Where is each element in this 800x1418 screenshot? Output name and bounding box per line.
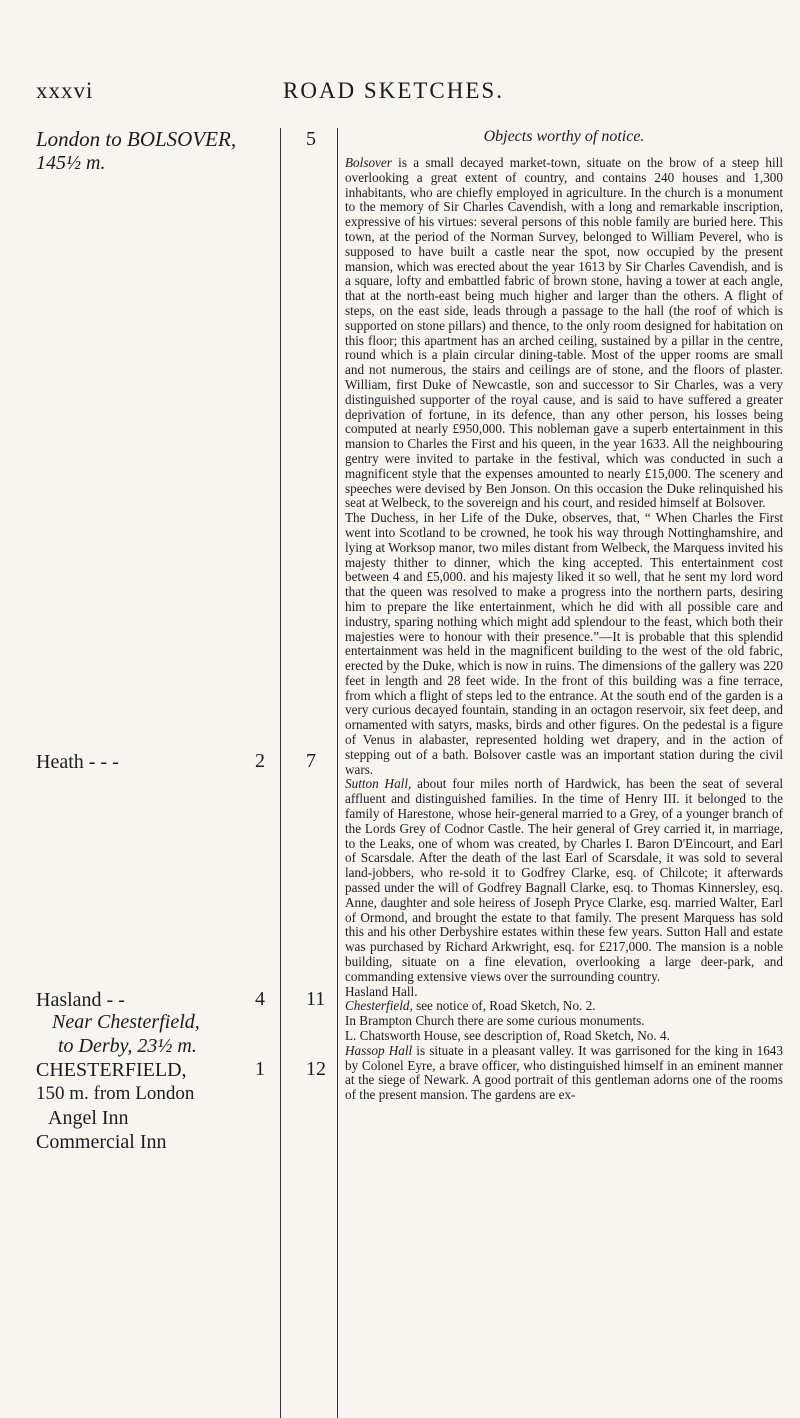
near-line2: to Derby, 23½ m.: [58, 1035, 197, 1057]
paragraph-chesterfield: [345, 999, 783, 1014]
route-place-hasland: Hasland - -: [36, 989, 125, 1011]
route-title-line1: London to BOLSOVER,: [36, 127, 237, 151]
column-rule-left: [280, 128, 281, 1418]
running-title: ROAD SKETCHES.: [283, 78, 504, 103]
page-header: [0, 78, 800, 108]
heath-total: 7: [306, 750, 316, 772]
paragraph-duchess: The Duchess, in her Life of the Duke, observes, that, “ When Charles the First went into Scotland to be crowned, he took his way through Nottinghamshire, and lying at Worksop manor, two miles distant from Welbeck, the Marquess invited his majesty thither to dinner, which the king accepted. This entertainment cost between 4 and £5,000. and his majesty liked it so well, that he sent my lord word that the queen was resolved to make a progress into the northern parts, desiring him to prepare the like entertainment, which he did with all possible care and industry, sparing nothing which might add splendour to the feast, which both their majesties were to honour with their presence.”—It is probable that this splendid entertainment was held in the magnificent building to the west of the old fabric, erected by the Duke, which is now in ruins. The dimensions of the gallery was 220 feet in length and 28 feet wide. In the front of this building was a fine terrace, from which a flight of steps led to the entrance. At the south end of the garden is a very curious decayed fountain, standing in an octagon reservoir, six feet deep, and ornamented with satyrs, masks, birds and other figures. On the pedestal is a figure of Venus in alabaster, represented holding wet drapery, and in the action of stepping out of a bath. Bolsover castle was an important station during the civil wars.: [345, 510, 783, 777]
heath-distance: 2: [255, 750, 265, 772]
page-number: xxxvi: [36, 78, 94, 103]
hasland-total: 11: [306, 988, 326, 1010]
route-first-number: 5: [306, 128, 316, 150]
route-place-chesterfield: CHESTERFIELD,: [36, 1059, 187, 1081]
from-london: 150 m. from London: [36, 1083, 195, 1104]
sutton-text: about four miles north of Hardwick, has been the seat of several affluent and distinguished families. In the time of Henry III. it belonged to the family of Harestone, whose heir-general married to a Grey, of a younger branch of the Lords Grey of Codnor Castle. The heir general of Grey carried it, in marriage, to the Leaks, one of whom was created, by Charles I. Baron D'Eincourt, and Earl of Scarsdale. After the death of the last Earl of Scarsdale, it was sold to several land-jobbers, who re-sold it to Godfrey Clarke, esq. of Chilcote; it afterwards passed under the will of Godfrey Bagnall Clarke, esq. to Thomas Kinnersley, esq. Anne, daughter and sole heiress of Joseph Pryce Clarke, esq. married Walter, Earl of Ormond, and brought the estate to that family. The present Marquess has sold this and his other Derbyshire estates within these few years. Sutton Hall and estate was purchased by Richard Arkwright, esq. for £217,000. The mansion is a noble building, situate on a fine elevation, overlooking a large deer-park, and commanding extensive views over the surrounding country.: [345, 776, 783, 984]
inn-angel: Angel Inn: [48, 1107, 129, 1129]
route-near-chesterfield: [36, 1010, 276, 1058]
paragraph-hassop: [345, 1044, 783, 1103]
column-rule-right: [337, 128, 338, 1418]
inn-commercial: Commercial Inn: [36, 1131, 167, 1153]
near-line1: Near Chesterfield,: [52, 1011, 200, 1033]
paragraph-brampton: In Brampton Church there are some curious monuments.: [345, 1013, 645, 1029]
chesterfield-distance: 1: [255, 1058, 265, 1080]
bolsover-text: is a small decayed market-town, situate on the brow of a steep hill overlooking a great extent of country, and contains 240 houses and 1,300 inhabitants, who are chiefly employed in agriculture. In the church is a monument to the memory of Sir Charles Cavendish, with a long and remarkable inscription, expressive of his virtues: several persons of this noble family are buried here. This town, at the period of the Norman Survey, belonged to William Peverel, who is supposed to have built a castle near the spot, now occupied by the present mansion, which was erected about the year 1613 by Sir Charles Cavendish, and is a square, lofty and embattled fabric of brown stone, having a tower at each angle, that at the north-east being much higher and larger than the others. A flight of steps, on the east side, leads through a passage to the hall (the roof of which is supported on stone pillars) and thence, to the only room designed for habitation on this floor; this apartment has an arched ceiling, sustained by a pillar in the centre, round which is a plain circular dining-table. Most of the upper rooms are small and not numerous, the stairs and ceilings are of stone, and the floors of plaster. William, first Duke of Newcastle, son and successor to Sir Charles, was a very distinguished supporter of the royal cause, and is said to have suffered a greater deprivation of fortune, in its defence, than any other person, his losses being computed at nearly £950,000. This nobleman gave a superb entertainment in this mansion to Charles the First and his queen, in the year 1633. All the neighbouring gentry were invited to partake in the festival, which was conducted in such a magnificent style that the expenses amounted to nearly £15,000. The scenery and speeches were devised by Ben Jonson. On this occasion the Duke relinquished his seat at Welbeck, to the sovereign and his court, and resided himself at Bolsover.: [345, 155, 783, 511]
route-title: [36, 127, 276, 175]
hassop-lead: Hassop Hall: [345, 1042, 413, 1058]
sutton-lead: Sutton Hall,: [345, 776, 412, 792]
bolsover-lead: Bolsover: [345, 155, 392, 170]
route-place-heath: Heath - - -: [36, 751, 119, 773]
route-title-line2: 145½ m.: [36, 152, 106, 174]
chesterfield-total: 12: [306, 1058, 326, 1080]
paragraph-hasland-hall: Hasland Hall.: [345, 983, 418, 999]
chesterfield-text: see notice of, Road Sketch, No. 2.: [412, 998, 596, 1014]
notice-column: [345, 128, 783, 1103]
route-chesterfield-info: [36, 1082, 276, 1154]
paragraph-bolsover: [345, 156, 783, 511]
paragraph-sutton-hall: [345, 777, 783, 984]
notice-heading: Objects worthy of notice.: [483, 128, 645, 145]
paragraph-chatsworth: L. Chatsworth House, see description of, Road Sketch, No. 4.: [345, 1028, 670, 1044]
chesterfield-lead: Chesterfield,: [345, 998, 413, 1014]
hassop-text: is situate in a pleasant valley. It was garrisoned for the king in 1643 by Colonel Eyre, a brave officer, who distinguished himself in an eminent manner at the siege of Newark. A good portrait of this gentleman adorns one of the rooms of the present mansion. The gardens are ex-: [345, 1042, 783, 1103]
hasland-distance: 4: [255, 988, 265, 1010]
